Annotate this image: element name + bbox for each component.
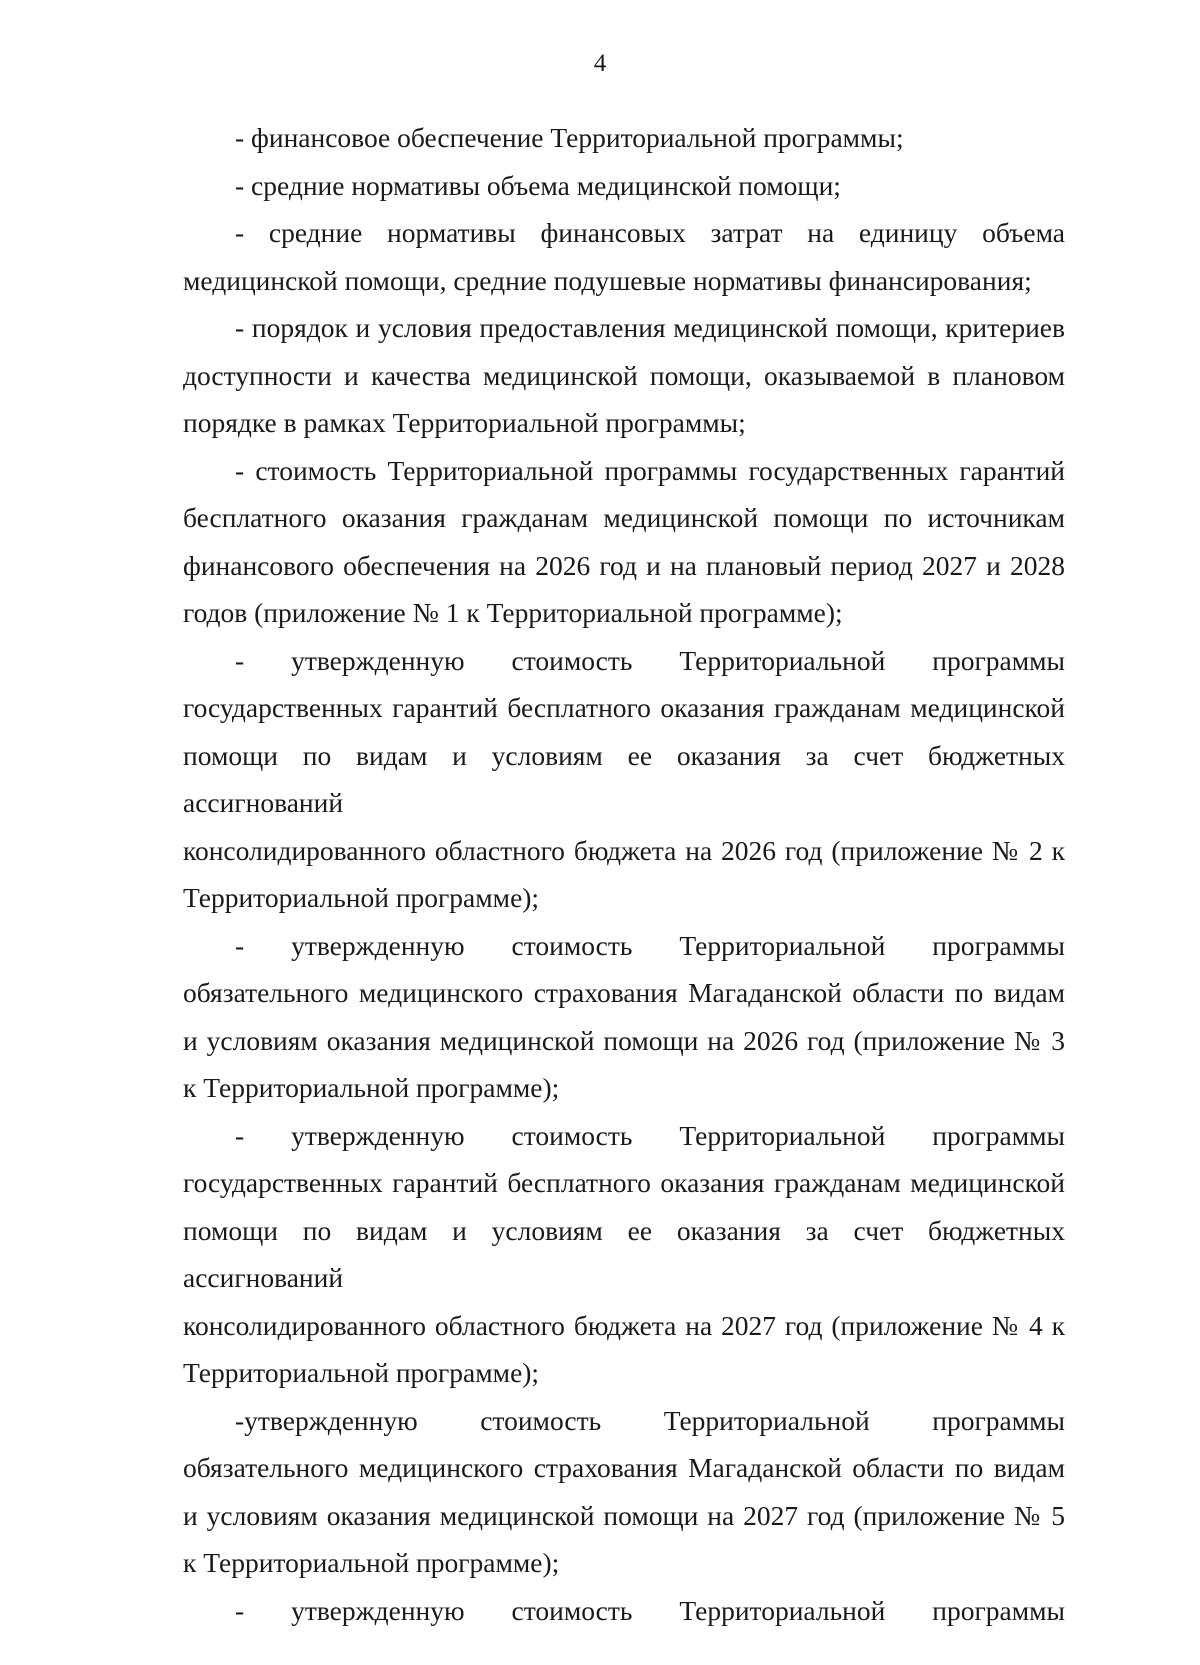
text-line: доступности и качества медицинской помощи, оказываемой в плановом [183, 359, 1065, 391]
text-line: - средние нормативы финансовых затрат на единицу объема [235, 217, 1065, 248]
text-line: - финансовое обеспечение Территориальной программы; [235, 122, 904, 153]
text-line: порядке в рамках Территориальной программы; [183, 407, 746, 438]
text-line: - средние нормативы объема медицинской помощи; [235, 169, 841, 201]
text-line: государственных гарантий бесплатного оказания гражданам медицинской [183, 1167, 1065, 1198]
text-line: - стоимость Территориальной программы государственных гарантий [235, 454, 1065, 486]
text-line: - утвержденную стоимость Территориальной программы [235, 644, 1065, 676]
text-line: -утвержденную стоимость Территориальной программы [235, 1404, 1065, 1436]
text-line: консолидированного областного бюджета на 2027 год (приложение № 4 к [183, 1309, 1065, 1341]
text-line: консолидированного областного бюджета на 2026 год (приложение № 2 к [183, 834, 1065, 866]
text-line: и условиям оказания медицинской помощи на 2026 год (приложение № 3 [183, 1024, 1065, 1056]
list-item [183, 304, 1065, 447]
text-line: обязательного медицинского страхования Магаданской области по видам [183, 1452, 1065, 1483]
text-line: обязательного медицинского страхования Магаданской области по видам [183, 977, 1065, 1008]
list-item [183, 447, 1065, 637]
text-line: - утвержденную стоимость Территориальной программы [235, 1594, 1065, 1626]
page-number: 4 [593, 50, 607, 77]
text-line: - утвержденную стоимость Территориальной программы [235, 1119, 1065, 1151]
text-line: помощи по видам и условиям ее оказания за счет бюджетных ассигнований [183, 1214, 1065, 1293]
list-item [183, 637, 1065, 922]
document-body [183, 114, 1065, 1634]
text-line: Территориальной программе); [183, 1357, 540, 1388]
text-line: годов (приложение № 1 к Территориальной программе); [183, 597, 843, 628]
text-line: государственных гарантий бесплатного оказания гражданам медицинской [183, 692, 1065, 723]
list-item [183, 1397, 1065, 1587]
list-item [183, 114, 1065, 162]
text-line: Территориальной программе); [183, 882, 540, 913]
list-item [183, 209, 1065, 304]
list-item [183, 1112, 1065, 1397]
text-line: бесплатного оказания гражданам медицинской помощи по источникам [183, 502, 1065, 533]
text-line: - утвержденную стоимость Территориальной программы [235, 929, 1065, 961]
text-line: финансового обеспечения на 2026 год и на плановый период 2027 и 2028 [183, 549, 1065, 581]
text-line: к Территориальной программе); [183, 1547, 560, 1578]
list-item [183, 1587, 1065, 1635]
list-item [183, 162, 1065, 210]
text-line: к Территориальной программе); [183, 1072, 560, 1103]
list-item [183, 922, 1065, 1112]
text-line: помощи по видам и условиям ее оказания за счет бюджетных ассигнований [183, 739, 1065, 818]
text-line: и условиям оказания медицинской помощи на 2027 год (приложение № 5 [183, 1499, 1065, 1531]
text-line: - порядок и условия предоставления медицинской помощи, критериев [235, 312, 1065, 343]
text-line: медицинской помощи, средние подушевые нормативы финансирования; [183, 264, 1032, 296]
